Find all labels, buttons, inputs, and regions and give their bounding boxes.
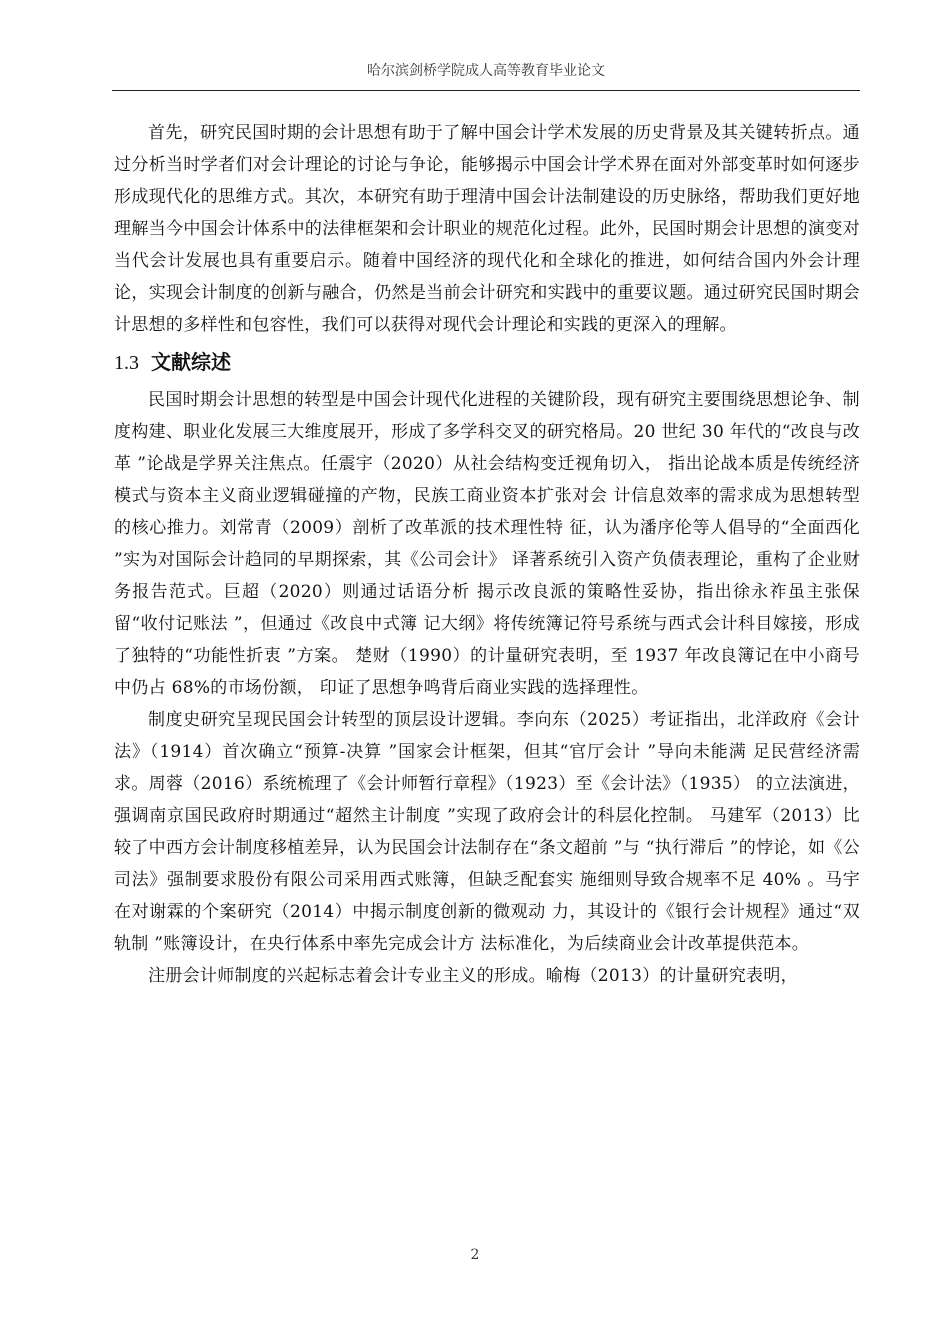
document-body: [114, 117, 860, 992]
page-number: 2: [470, 1247, 480, 1263]
paragraph-significance: 首先，研究民国时期的会计思想有助于了解中国会计学术发展的历史背景及其关键转折点。通过分析当时学者们对会计理论的讨论与争论，能够揭示中国会计学术界在面对外部变革时如何逐步形成现代化的思维方式。其次，本研究有助于理清中国会计法制建设的历史脉络，帮助我们更好地理解当今中国会计体系中的法律框架和会计职业的规范化过程。此外，民国时期会计思想的演变对当代会计发展也具有重要启示。随着中国经济的现代化和全球化的推进，如何结合国内外会计理论，实现会计制度的创新与融合，仍然是当前会计研究和实践中的重要议题。通过研究民国时期会计思想的多样性和包容性，我们可以获得对现代会计理论和实践的更深入的理解。: [114, 123, 860, 335]
paragraph-institutional-history: 制度史研究呈现民国会计转型的顶层设计逻辑。李向东（2025）考证指出，北洋政府《会计法》（1914）首次确立“预算-决算 ”国家会计框架，但其“官厅会计 ”导向未能满 足民营经济需求。周蓉（2016）系统梳理了《会计师暂行章程》（1923）至《会计法》（1935） 的立法演进，强调南京国民政府时期通过“超然主计制度 ”实现了政府会计的科层化控制。 马建军（2013）比较了中西方会计制度移植差异，认为民国会计法制存在“条文超前 ”与 “执行滞后 ”的悖论，如《公司法》强制要求股份有限公司采用西式账簿，但缺乏配套实 施细则导致合规率不足 40% 。马宇在对谢霖的个案研究（2014）中揭示制度创新的微观动 力，其设计的《银行会计规程》通过“双轨制 ”账簿设计，在央行体系中率先完成会计方 法标准化，为后续商业会计改革提供范本。: [114, 710, 860, 954]
section-title: 文献综述: [151, 350, 231, 374]
section-number: 1.3: [114, 352, 139, 374]
section-heading: [114, 347, 860, 378]
paragraph-thought-debate: 民国时期会计思想的转型是中国会计现代化进程的关键阶段，现有研究主要围绕思想论争、制度构建、职业化发展三大维度展开，形成了多学科交叉的研究格局。20 世纪 30 年代的“改良与改革 ”论战是学界关注焦点。任震宇（2020）从社会结构变迁视角切入， 指出论战本质是传统经济模式与资本主义商业逻辑碰撞的产物，民族工商业资本扩张对会 计信息效率的需求成为思想转型的核心推力。刘常青（2009）剖析了改革派的技术理性特 征，认为潘序伦等人倡导的“全面西化 ”实为对国际会计趋同的早期探索，其《公司会计》 译著系统引入资产负债表理论，重构了企业财务报告范式。巨超（2020）则通过话语分析 揭示改良派的策略性妥协，指出徐永祚虽主张保留“收付记账法 ”，但通过《改良中式簿 记大纲》将传统簿记符号系统与西式会计科目嫁接，形成了独特的“功能性折衷 ”方案。 楚财（1990）的计量研究表明，至 1937 年改良簿记在中小商号中仍占 68%的市场份额， 印证了思想争鸣背后商业实践的选择理性。: [114, 390, 860, 698]
page-header: [112, 58, 860, 91]
paragraph-cpa-system: 注册会计师制度的兴起标志着会计专业主义的形成。喻梅（2013）的计量研究表明，: [148, 966, 798, 986]
header-title: 哈尔滨剑桥学院成人高等教育毕业论文: [367, 63, 605, 79]
